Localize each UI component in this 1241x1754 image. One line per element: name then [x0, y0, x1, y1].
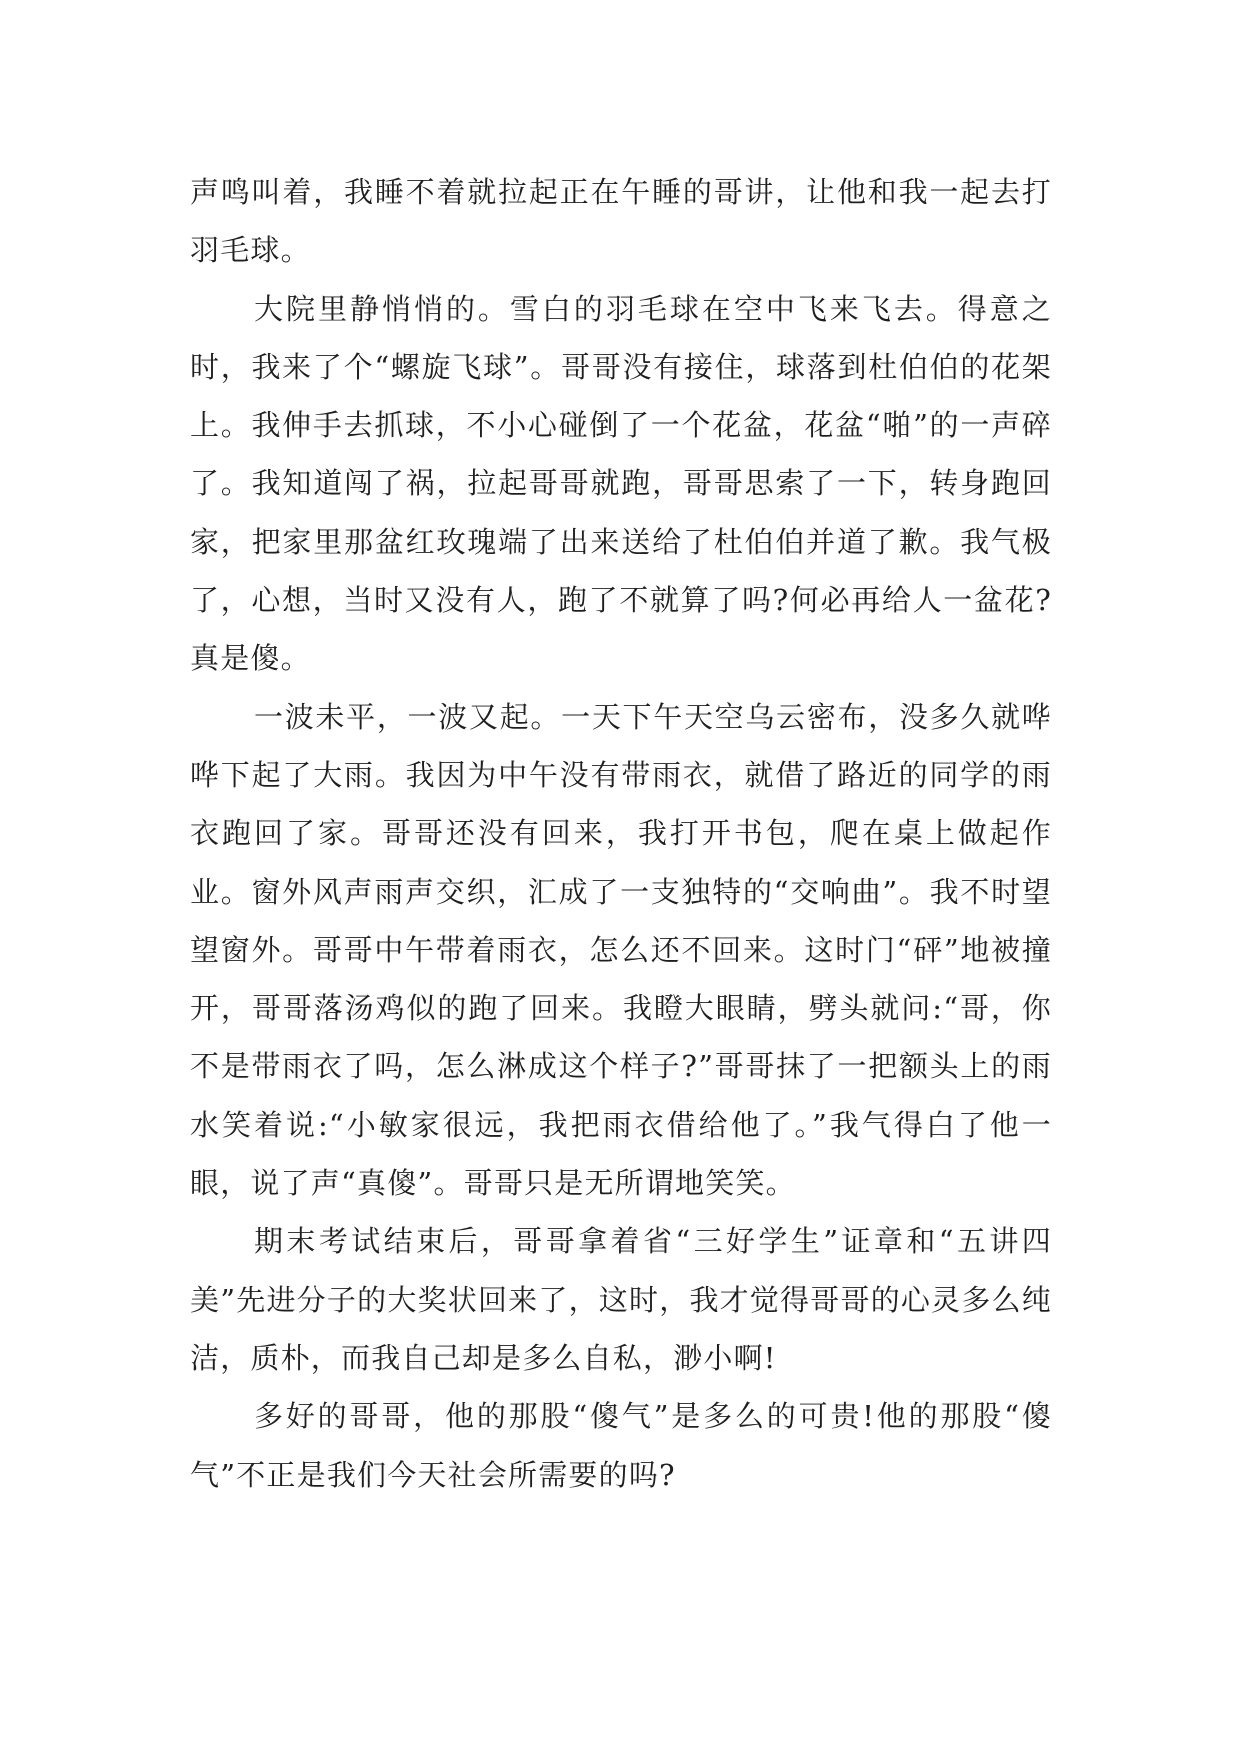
paragraph-2: 大院里静悄悄的。雪白的羽毛球在空中飞来飞去。得意之时，我来了个“螺旋飞球”。哥哥没有接住，球落到杜伯伯的花架上。我伸手去抓球，不小心碰倒了一个花盆，花盆“啪”的一声碎了。我知道闯了祸，拉起哥哥就跑，哥哥思索了一下，转身跑回家，把家里那盆红玫瑰端了出来送给了杜伯伯并道了歉。我气极了，心想，当时又没有人，跑了不就算了吗?何必再给人一盆花?真是傻。 [190, 291, 1052, 676]
paragraph-5: 多好的哥哥，他的那股“傻气”是多么的可贵!他的那股“傻气”不正是我们今天社会所需要的吗? [190, 1399, 1052, 1492]
paragraph-3: 一波未平，一波又起。一天下午天空乌云密布，没多久就哗哗下起了大雨。我因为中午没有带雨衣，就借了路近的同学的雨衣跑回了家。哥哥还没有回来，我打开书包，爬在桌上做起作业。窗外风声雨声交织，汇成了一支独特的“交响曲”。我不时望望窗外。哥哥中午带着雨衣，怎么还不回来。这时门“砰”地被撞开，哥哥落汤鸡似的跑了回来。我瞪大眼睛，劈头就问:“哥，你不是带雨衣了吗，怎么淋成这个样子?”哥哥抹了一把额头上的雨水笑着说:“小敏家很远，我把雨衣借给他了。”我气得白了他一眼，说了声“真傻”。哥哥只是无所谓地笑笑。 [190, 699, 1052, 1201]
paragraph-4: 期末考试结束后，哥哥拿着省“三好学生”证章和“五讲四美”先进分子的大奖状回来了，这时，我才觉得哥哥的心灵多么纯洁，质朴，而我自己却是多么自私，渺小啊! [190, 1224, 1052, 1375]
paragraph-1: 声鸣叫着，我睡不着就拉起正在午睡的哥讲，让他和我一起去打羽毛球。 [190, 175, 1052, 268]
essay-body [190, 163, 1052, 1504]
